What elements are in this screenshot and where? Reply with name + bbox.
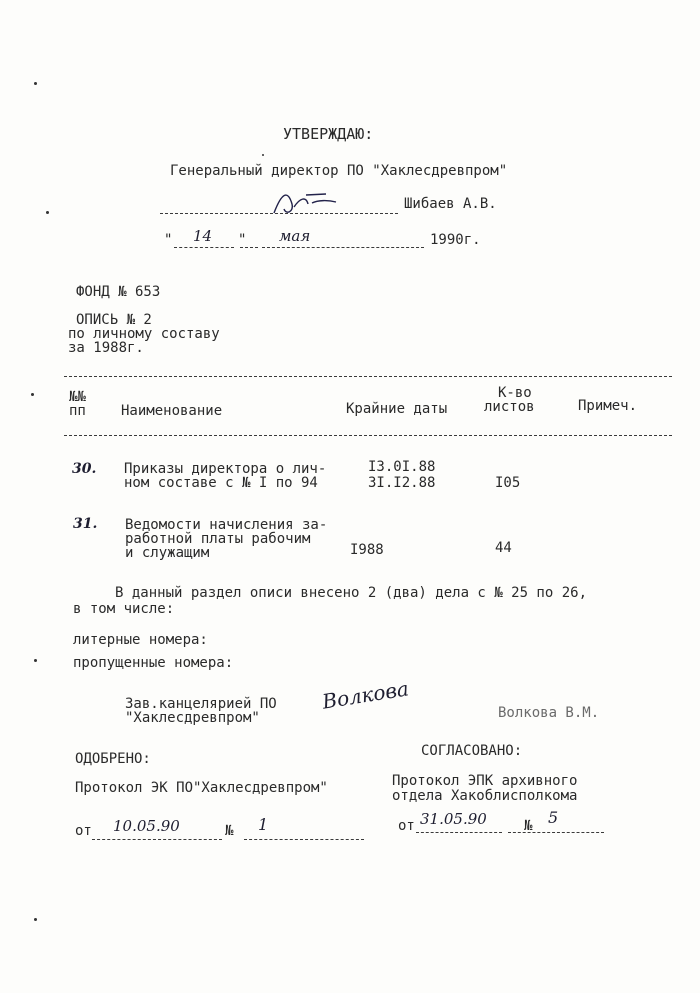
scan-mark [46, 211, 49, 214]
date-month-line [262, 247, 424, 248]
approved-right-protocol-1: Протокол ЭПК архивного [392, 773, 578, 789]
chancellery-name: Волкова В.М. [498, 705, 600, 721]
table-row-name-line: работной платы рабочим [125, 531, 311, 547]
scan-mark [262, 154, 264, 156]
approved-left-num-sign: № [225, 823, 234, 839]
approved-left-date-prefix: от [75, 823, 92, 839]
summary-line-1: В данный раздел описи внесено 2 (два) дела с № 25 по 26, [115, 585, 588, 601]
scan-mark [34, 918, 37, 921]
date-quote-open: " [164, 232, 173, 248]
summary-skipped-numbers: пропущенные номера: [73, 655, 234, 671]
table-row-date-line: I988 [350, 542, 384, 558]
approved-right-protocol-2: отдела Хакоблисполкома [392, 788, 578, 804]
opis-title: ОПИСЬ № 2 [76, 312, 152, 328]
table-row-date-line: I3.0I.88 [368, 459, 436, 475]
table-row-name-line: Ведомости начисления за- [125, 517, 328, 533]
approval-signatory: Шибаев А.В. [404, 196, 497, 212]
approval-date-year: 1990г. [430, 232, 481, 248]
header-notes: Примеч. [578, 398, 638, 414]
table-row-name-line: Приказы директора о лич- [124, 461, 327, 477]
header-sheets-2: листов [484, 399, 535, 415]
summary-line-2: в том числе: [73, 601, 175, 617]
header-num-1: №№ [69, 389, 86, 405]
approved-right-date-prefix: от [398, 818, 415, 834]
header-sheets-1: К-во [498, 385, 532, 401]
table-row-number: 31. [73, 516, 98, 532]
summary-liter-numbers: литерные номера: [73, 632, 208, 648]
approved-left-heading: ОДОБРЕНО: [75, 751, 151, 767]
approval-heading: УТВЕРЖДАЮ: [283, 125, 374, 143]
scan-mark [34, 82, 37, 85]
opis-subtitle-2: за 1988г. [68, 340, 144, 356]
approval-date-day: 14 [193, 227, 213, 245]
chancellery-title-2: "Хаклесдревпром" [125, 710, 260, 726]
date-day-line [174, 247, 234, 248]
header-num-2: пп [69, 403, 86, 419]
approved-left-num-line [244, 839, 364, 840]
header-dates: Крайние даты [346, 401, 448, 417]
chancellery-title-1: Зав.канцелярией ПО [125, 696, 277, 712]
chancellery-signature: Волкова [320, 676, 411, 714]
approved-right-date-line [416, 832, 502, 833]
fond-number: ФОНД № 653 [76, 284, 161, 300]
approved-right-num-sign: № [524, 818, 533, 834]
approved-left-date: 10.05.90 [113, 817, 180, 835]
table-header-rule [64, 435, 672, 436]
approved-right-heading: СОГЛАСОВАНО: [421, 743, 523, 759]
approved-right-num-line [508, 832, 604, 833]
table-row-number: 30. [72, 461, 97, 477]
approved-right-num: 5 [548, 808, 559, 827]
approved-left-date-line [92, 839, 222, 840]
opis-subtitle-1: по личному составу [68, 326, 220, 342]
scan-mark [34, 659, 37, 662]
header-name: Наименование [121, 403, 223, 419]
scan-mark [31, 393, 34, 396]
table-row-sheets: I05 [495, 475, 521, 491]
approved-left-protocol: Протокол ЭК ПО"Хаклесдревпром" [75, 780, 328, 796]
date-quote-close: " [238, 232, 247, 248]
table-row-name-line: ном составе с № I по 94 [124, 475, 318, 491]
table-row-name-line: и служащим [125, 545, 210, 561]
approved-left-num: 1 [258, 815, 269, 834]
approval-date-month: мая [279, 227, 311, 245]
table-row-sheets: 44 [495, 540, 512, 556]
table-row-date-line: 3I.I2.88 [368, 475, 436, 491]
director-signature [270, 188, 350, 218]
table-top-rule [64, 376, 672, 377]
approved-right-date: 31.05.90 [420, 810, 487, 828]
date-day-line-2 [240, 247, 258, 248]
approval-position: Генеральный директор ПО "Хаклесдревпром" [170, 163, 508, 179]
